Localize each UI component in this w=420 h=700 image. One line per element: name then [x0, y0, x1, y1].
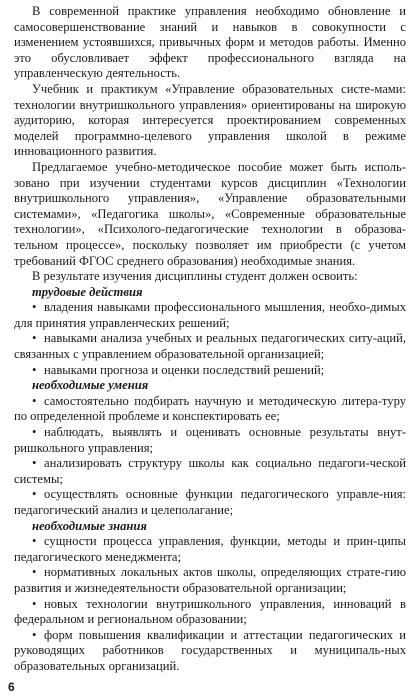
page-body — [14, 4, 406, 675]
bullet-icon: • — [32, 456, 37, 471]
bullet-icon: • — [32, 300, 37, 315]
page-number: 6 — [8, 680, 15, 694]
list-item — [14, 534, 406, 565]
bullet-icon: • — [32, 487, 37, 502]
bullet-icon: • — [32, 331, 37, 346]
list-item — [14, 300, 406, 331]
list-item-text: навыками анализа учебных и реальных педагогических ситу-аций, связанных с управлением образовательной организацией; — [14, 331, 406, 362]
list-item — [14, 425, 406, 456]
list-item — [14, 331, 406, 362]
list-item-text: форм повышения квалификации и аттестации педагогических и руководящих работников государственных и муниципаль-ных образовательных организаций. — [14, 627, 406, 673]
bullet-icon: • — [32, 362, 37, 377]
list-item — [14, 363, 406, 379]
list-item — [14, 565, 406, 596]
list-item-text: самостоятельно подбирать научную и методическую литера-туру по определенной проблеме и конспектировать ее; — [14, 393, 406, 424]
paragraph-textbook: Учебник и практикум «Управление образовательных систе-мами: технологии внутришкольного управления» ориентированы на широкую аудиторию, которая интересуется проектированием современных моделей программно-целевого управления школой в режиме инновационного развития. — [14, 81, 406, 159]
bullet-icon: • — [32, 393, 37, 408]
bullet-icon: • — [32, 565, 37, 580]
list-item-text: навыками прогноза и оценки последствий решений; — [44, 362, 325, 377]
section-heading: необходимые умения — [32, 378, 149, 393]
section-required-knowledge — [14, 519, 406, 675]
list-item-text: владения навыками профессионального мышления, необхо-димых для принятия управленческих решений; — [14, 300, 406, 330]
list-item-text: новых технологии внутришкольного управления, инноваций в федеральном и региональном образовании; — [14, 596, 406, 627]
section-required-skills — [14, 378, 406, 518]
section-heading: трудовые действия — [32, 284, 143, 299]
paragraph-outcomes: В результате изучения дисциплины студент должен освоить: — [32, 269, 358, 284]
list-item — [14, 628, 406, 675]
list-item-text: наблюдать, выявлять и оценивать основные результаты внут-ришкольного управления; — [14, 425, 406, 455]
bullet-icon: • — [32, 596, 37, 611]
list-item — [14, 456, 406, 487]
list-item — [14, 597, 406, 628]
list-item — [14, 487, 406, 518]
bullet-icon: • — [32, 425, 37, 440]
paragraph-usage: Предлагаемое учебно-методическое пособие может быть исполь-зовано при изучении студентами курсов дисциплин «Технологии внутришкольного управления», «Управление образовательными системами», «Педагогика школы», «Современные образовательные технологии», «Психолого-педагогические технологии в образова-тельном процессе», поскольку позволяет им приобрести (с учетом требований ФГОС среднего образования) необходимые знания. — [14, 159, 406, 268]
list-item-text: нормативных локальных актов школы, определяющих страте-гию развития и жизнедеятельности образовательной организации; — [14, 565, 406, 595]
section-labor-actions — [14, 285, 406, 379]
list-item-text: осуществлять основные функции педагогического управле-ния: педагогический анализ и целеполагание; — [14, 487, 406, 517]
bullet-icon: • — [32, 627, 37, 642]
list-item-text: анализировать структуру школы как социально педагоги-ческой системы; — [14, 456, 406, 486]
section-heading: необходимые знания — [32, 518, 147, 533]
list-item-text: сущности процесса управления, функции, методы и прин-ципы педагогического менеджмента; — [14, 534, 406, 564]
paragraph-intro: В современной практике управления необходимо обновление и самосовершенствование знаний и навыков в совокупности с изменением устоявшихся, привычных форм и методов работы. Именно это обусловливает эффект профессионального взгляда на управленческую деятельность. — [14, 4, 406, 81]
list-item — [14, 394, 406, 425]
bullet-icon: • — [32, 534, 37, 549]
